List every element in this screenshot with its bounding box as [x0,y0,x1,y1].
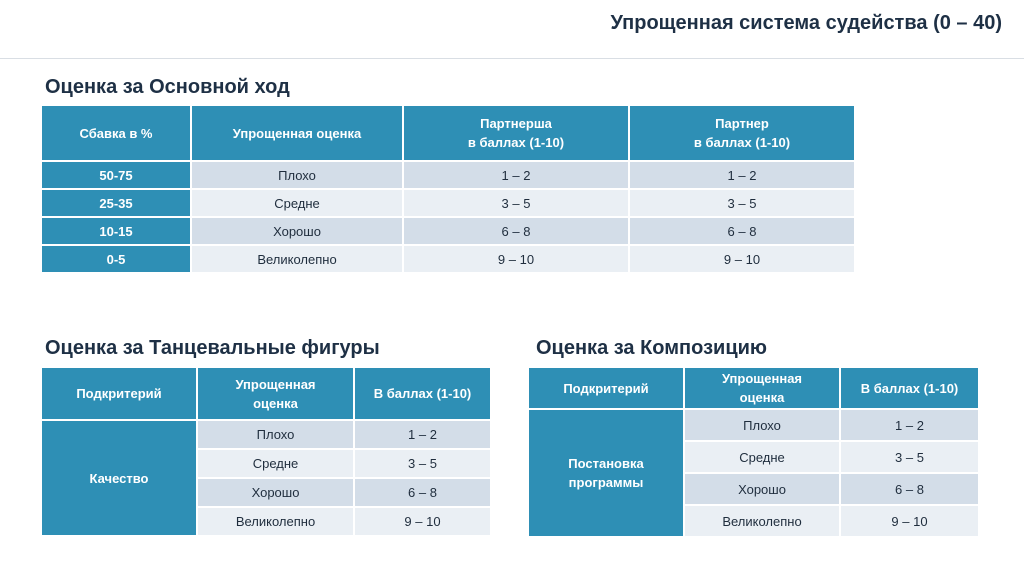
deduction-cell: 10-15 [41,217,191,245]
rating-cell: Великолепно [197,507,354,536]
header-simplified-rating: Упрощенная оценка [197,367,354,420]
table-row [41,217,855,245]
points-cell: 3 – 5 [840,441,979,473]
points-cell: 6 – 8 [354,478,491,507]
rating-cell: Средне [191,189,403,217]
table-row [41,245,855,273]
table-row [528,409,979,441]
rating-cell: Средне [197,449,354,478]
partner-male-cell: 3 – 5 [629,189,855,217]
rating-cell: Плохо [191,161,403,189]
title-divider [0,58,1024,59]
rating-cell: Средне [684,441,840,473]
partner-male-cell: 9 – 10 [629,245,855,273]
main-section-heading: Оценка за Основной ход [45,76,290,98]
header-simplified-rating: Упрощенная оценка [684,367,840,409]
figures-scoring-table [40,366,492,537]
main-scoring-table [40,104,856,274]
header-partner-male: Партнер в баллах (1-10) [629,105,855,161]
rating-cell: Великолепно [191,245,403,273]
points-cell: 9 – 10 [354,507,491,536]
table-header-row [41,105,855,161]
points-cell: 3 – 5 [354,449,491,478]
header-subcriterion: Подкритерий [528,367,684,409]
rating-cell: Плохо [197,420,354,449]
partner-female-cell: 9 – 10 [403,245,629,273]
points-cell: 6 – 8 [840,473,979,505]
points-cell: 1 – 2 [354,420,491,449]
header-points: В баллах (1-10) [354,367,491,420]
composition-section-heading: Оценка за Композицию [536,337,767,359]
points-cell: 1 – 2 [840,409,979,441]
deduction-cell: 25-35 [41,189,191,217]
rating-cell: Хорошо [684,473,840,505]
rating-cell: Великолепно [684,505,840,537]
deduction-cell: 50-75 [41,161,191,189]
rating-cell: Хорошо [191,217,403,245]
composition-scoring-table [527,366,980,538]
criterion-cell: Постановка программы [528,409,684,537]
figures-section-heading: Оценка за Танцевальные фигуры [45,337,380,359]
header-deduction: Сбавка в % [41,105,191,161]
table-header-row [41,367,491,420]
criterion-cell: Качество [41,420,197,536]
header-subcriterion: Подкритерий [41,367,197,420]
table-row [41,189,855,217]
partner-female-cell: 3 – 5 [403,189,629,217]
partner-male-cell: 1 – 2 [629,161,855,189]
points-cell: 9 – 10 [840,505,979,537]
table-header-row [528,367,979,409]
table-row [41,420,491,449]
deduction-cell: 0-5 [41,245,191,273]
rating-cell: Хорошо [197,478,354,507]
rating-cell: Плохо [684,409,840,441]
table-row [41,161,855,189]
header-simplified-rating: Упрощенная оценка [191,105,403,161]
slide-title: Упрощенная система судейства (0 – 40) [610,12,1002,34]
partner-female-cell: 1 – 2 [403,161,629,189]
header-points: В баллах (1-10) [840,367,979,409]
header-partner-female: Партнерша в баллах (1-10) [403,105,629,161]
partner-male-cell: 6 – 8 [629,217,855,245]
partner-female-cell: 6 – 8 [403,217,629,245]
